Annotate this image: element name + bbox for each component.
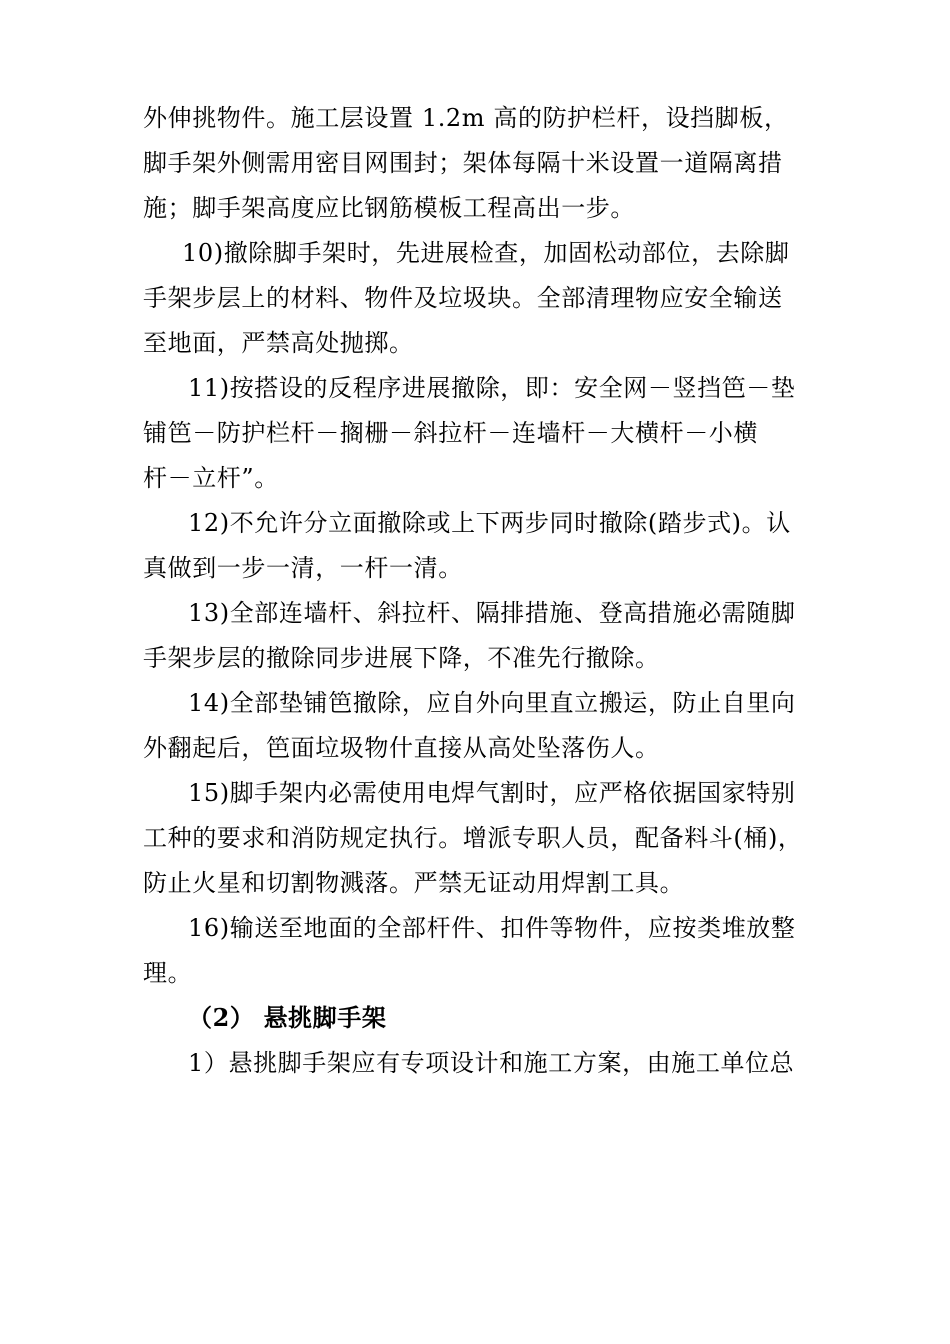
text-line-19: 16)输送至地面的全部杆件、扣件等物件，应按类堆放整: [188, 914, 796, 942]
section-heading: （2） 悬挑脚手架: [188, 1003, 387, 1032]
text-line-20: 理。: [143, 959, 193, 987]
text-line-6: 至地面，严禁高处抛掷。: [143, 329, 414, 357]
text-line-8: 铺笆－防护栏杆－搁栅－斜拉杆－连墙杆－大横杆－小横: [143, 419, 758, 447]
text-line-2: 脚手架外侧需用密目网围封；架体每隔十米设置一道隔离措: [143, 149, 783, 177]
text-line-1: 外伸挑物件。施工层设置 1.2m 高的防护栏杆，设挡脚板，: [143, 104, 789, 132]
text-line-4: 10)撤除脚手架时，先进展检查，加固松动部位，去除脚: [182, 239, 790, 267]
text-line-12: 13)全部连墙杆、斜拉杆、隔排措施、登高措施必需随脚: [188, 599, 796, 627]
text-line-10: 12)不允许分立面撤除或上下两步同时撤除(踏步式)。认: [188, 509, 791, 537]
text-line-14: 14)全部垫铺笆撤除，应自外向里直立搬运，防止自里向: [188, 689, 796, 717]
text-line-22: 1）悬挑脚手架应有专项设计和施工方案，由施工单位总: [188, 1049, 795, 1077]
text-line-3: 施；脚手架高度应比钢筋模板工程高出一步。: [143, 194, 635, 222]
text-line-17: 工种的要求和消防规定执行。增派专职人员，配备料斗(桶)，: [143, 824, 803, 852]
text-line-15: 外翻起后，笆面垃圾物什直接从高处坠落伤人。: [143, 734, 660, 762]
text-line-11: 真做到一步一清，一杆一清。: [143, 554, 463, 582]
text-line-5: 手架步层上的材料、物件及垃圾块。全部清理物应安全输送: [143, 284, 783, 312]
text-line-13: 手架步层的撤除同步进展下降，不准先行撤除。: [143, 644, 660, 672]
text-line-18: 防止火星和切割物溅落。严禁无证动用焊割工具。: [143, 869, 685, 897]
text-line-7: 11)按搭设的反程序进展撤除，即：安全网－竖挡笆－垫: [188, 374, 796, 402]
text-line-9: 杆－立杆”。: [143, 464, 279, 492]
text-line-16: 15)脚手架内必需使用电焊气割时，应严格依据国家特别: [188, 779, 796, 807]
